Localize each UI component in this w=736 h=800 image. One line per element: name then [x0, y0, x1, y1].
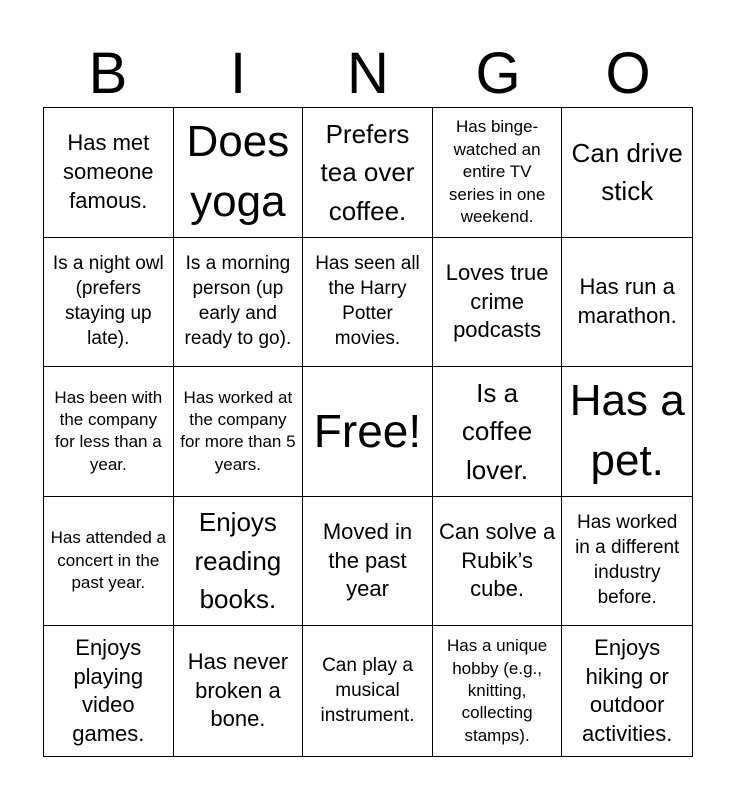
bingo-cell[interactable]: Has been with the company for less than a year.	[44, 367, 174, 497]
bingo-cell[interactable]: Can drive stick	[562, 108, 692, 238]
bingo-cell[interactable]: Enjoys playing video games.	[44, 626, 174, 756]
bingo-cell[interactable]: Enjoys reading books.	[174, 497, 304, 627]
header-letter-n: N	[347, 41, 389, 106]
header-letter-o: O	[605, 41, 651, 106]
bingo-cell[interactable]: Has worked at the company for more than 5 years.	[174, 367, 304, 497]
bingo-cell[interactable]: Has never broken a bone.	[174, 626, 304, 756]
bingo-board	[43, 107, 693, 757]
bingo-cell[interactable]: Has attended a concert in the past year.	[44, 497, 174, 627]
bingo-cell[interactable]: Moved in the past year	[303, 497, 433, 627]
bingo-cell[interactable]: Does yoga	[174, 108, 304, 238]
bingo-cell[interactable]: Is a night owl (prefers staying up late).	[44, 238, 174, 368]
header-letter-g: G	[475, 41, 521, 106]
bingo-cell[interactable]: Is a coffee lover.	[433, 367, 563, 497]
bingo-cell[interactable]: Prefers tea over coffee.	[303, 108, 433, 238]
bingo-cell[interactable]: Has seen all the Harry Potter movies.	[303, 238, 433, 368]
bingo-header	[43, 40, 693, 108]
free-space-cell[interactable]: Free!	[303, 367, 433, 497]
bingo-cell[interactable]: Enjoys hiking or outdoor activities.	[581, 635, 673, 746]
bingo-cell[interactable]: Has a pet.	[562, 367, 692, 497]
bingo-cell[interactable]: Is a morning person (up early and ready to go).	[174, 238, 304, 368]
bingo-cell[interactable]: Has met someone famous.	[44, 108, 174, 238]
bingo-cell[interactable]: Can play a musical instrument.	[303, 626, 433, 756]
bingo-cell[interactable]: Has worked in a different industry before.	[562, 497, 692, 627]
bingo-cell[interactable]: Has binge-watched an entire TV series in one weekend.	[433, 108, 563, 238]
bingo-cell[interactable]: Can solve a Rubik’s cube.	[433, 497, 563, 627]
header-letter-i: I	[229, 41, 247, 106]
bingo-cell[interactable]: Has a unique hobby (e.g., knitting, collecting stamps).	[433, 626, 563, 756]
bingo-cell[interactable]: Loves true crime podcasts	[433, 238, 563, 368]
header-letter-b: B	[88, 41, 128, 106]
bingo-cell[interactable]: Has run a marathon.	[562, 238, 692, 368]
